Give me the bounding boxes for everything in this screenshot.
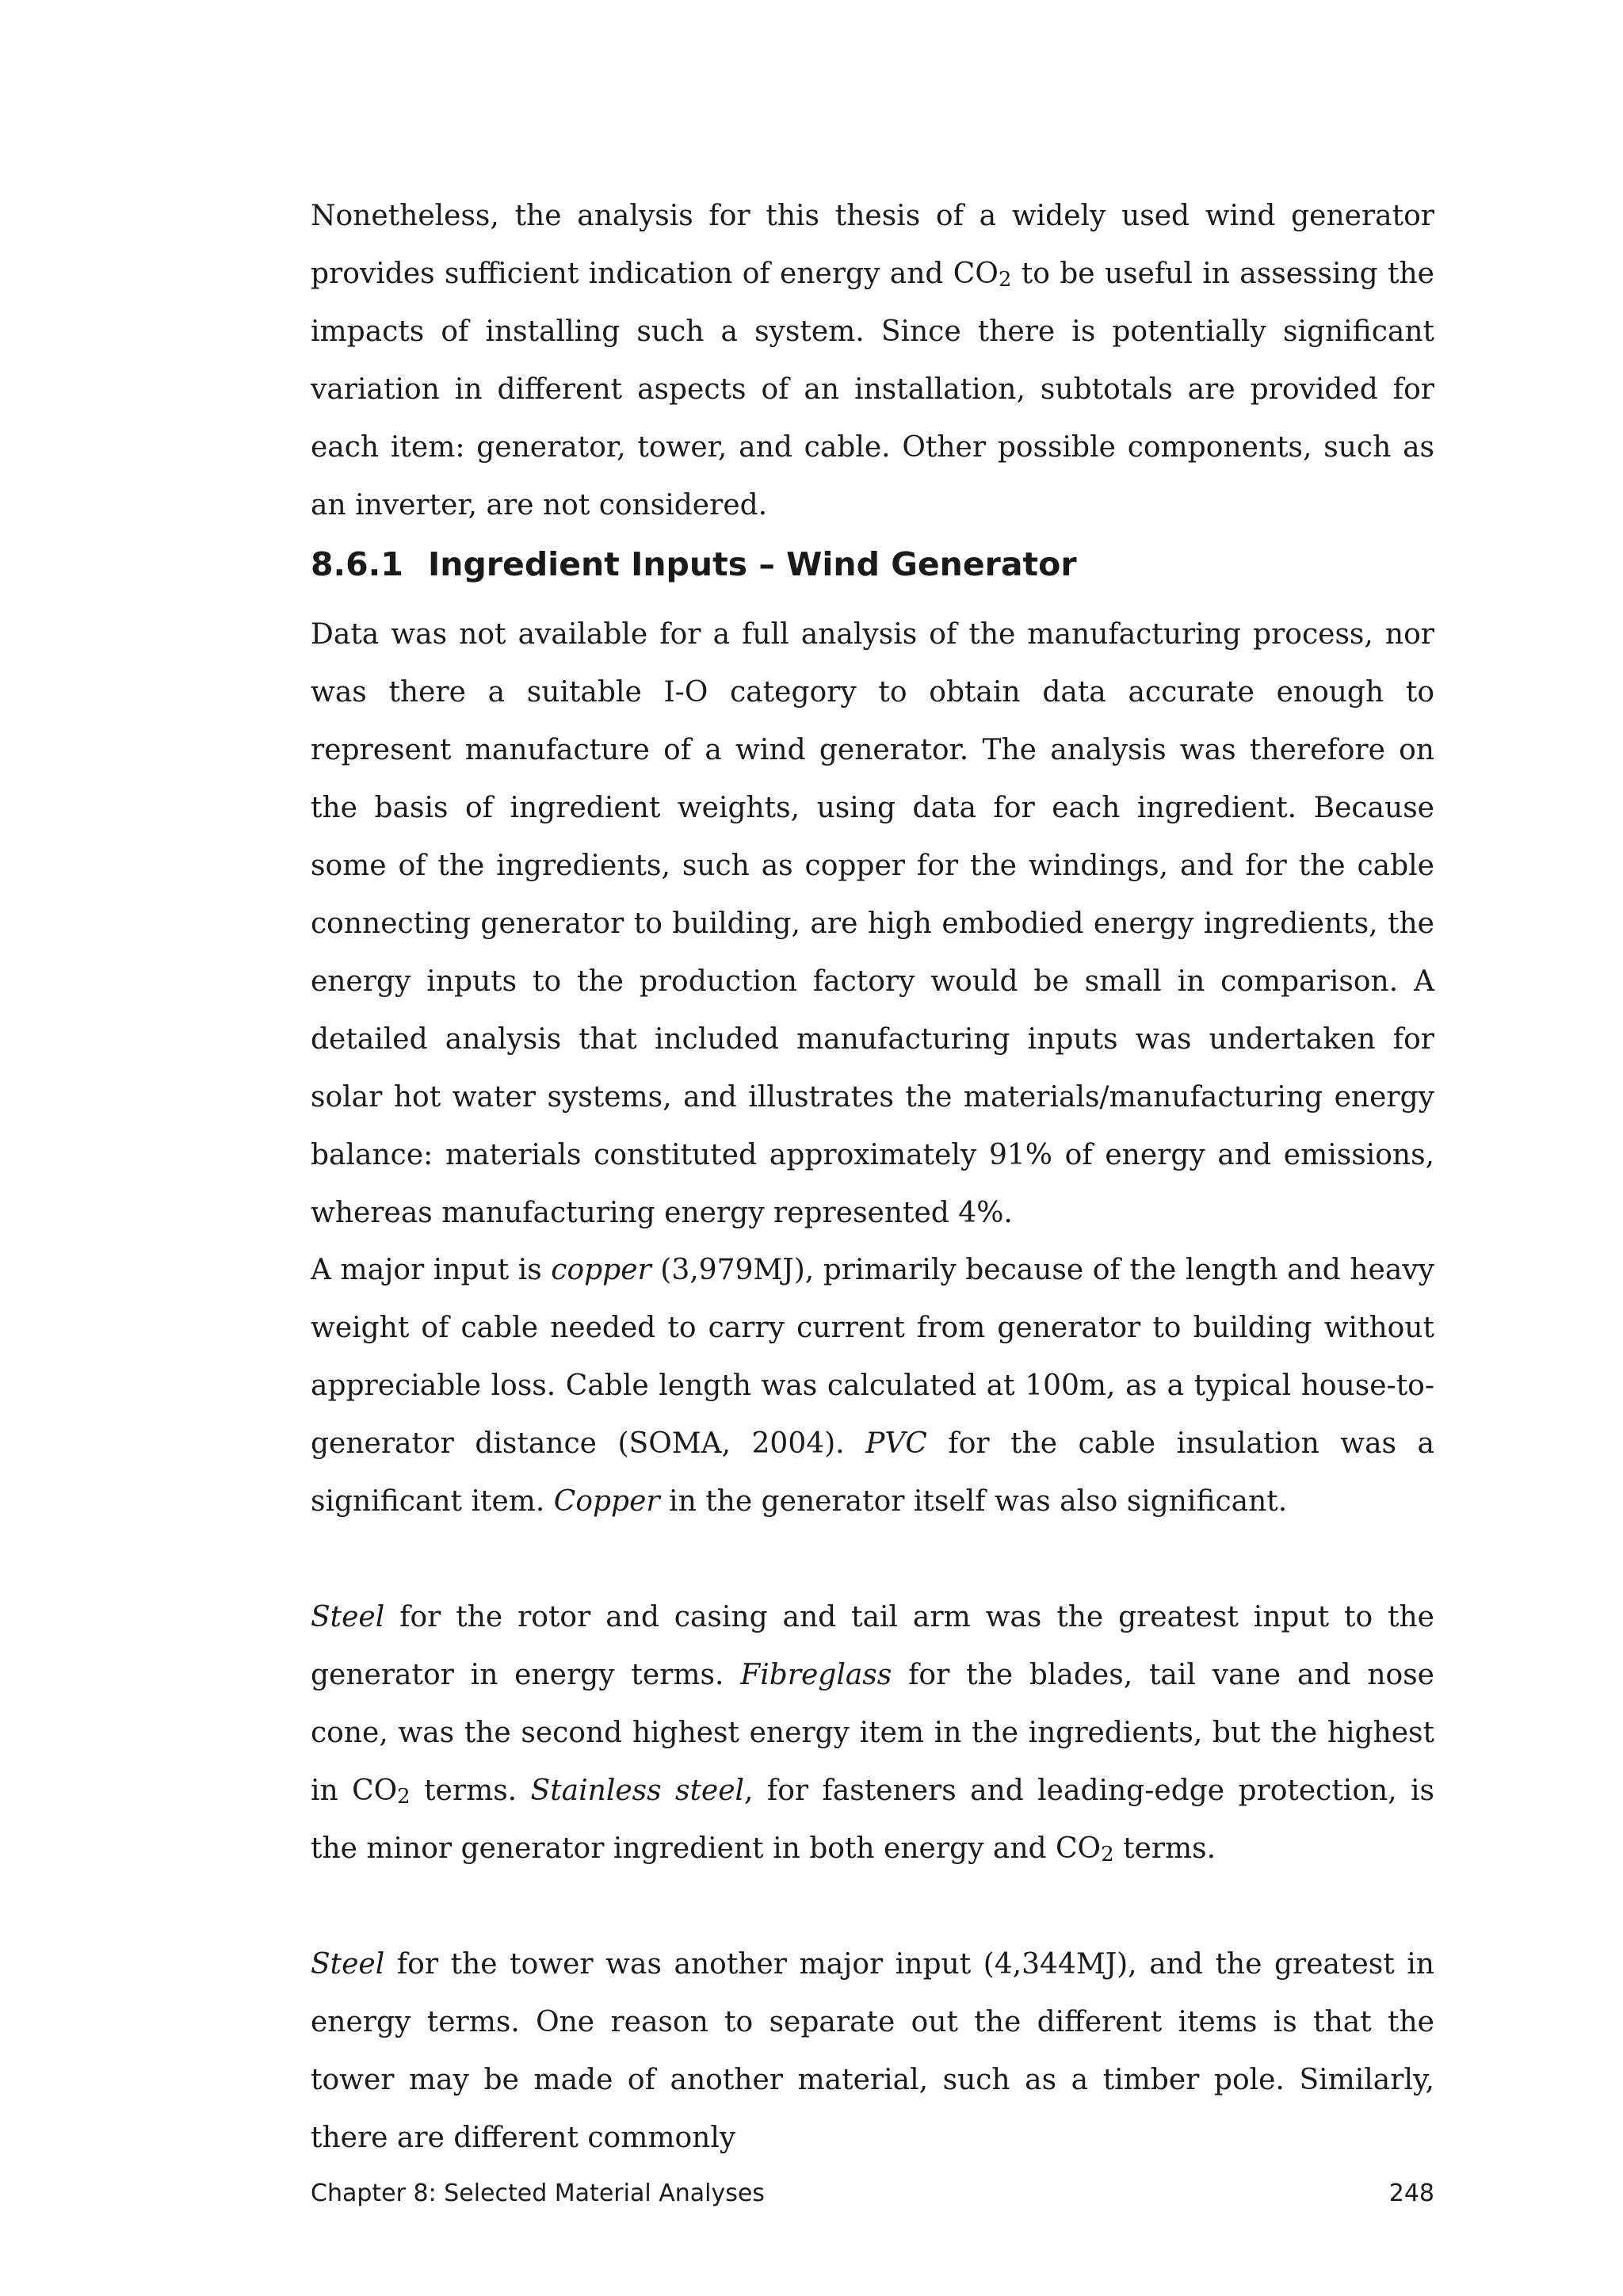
paragraph-data-availability: Data was not available for a full analysis of the manufacturing process, nor was there a suitable I-O category to obtain data accurate enough to represent manufacture of a wind generator. The analysis was therefore on the basis of ingredient weights, using data for each ingredient. Because some of the ingredients, such as copper for the windings, and for the cable connecting generator to building, are high embodied energy ingredients, the energy inputs to the production factory would be small in comparison. A detailed analysis that included manufacturing inputs was undertaken for solar hot water systems, and illustrates the materials/manufacturing energy balance: materials constituted approximately 91% of energy and emissions, whereas manufacturing energy represented 4%. <box>311 618 1434 1229</box>
paragraph-steel-tower: Steel for the tower was another major input (4,344MJ), and the greatest in energy terms. One reason to separate out the different items is that the tower may be made of another material, such as a timber pole. Similarly, there are different commonly <box>311 1948 1434 2154</box>
paragraph-copper: A major input is copper (3,979MJ), primarily because of the length and heavy weight of cable needed to carry current from generator to building without appreciable loss. Cable length was calculated at 100m, as a typical house-to-generator distance (SOMA, 2004). PVC for the cable insulation was a significant item. Copper in the generator itself was also significant. <box>311 1254 1434 1518</box>
paragraph-steel-generator: Steel for the rotor and casing and tail arm was the greatest input to the generator in energy terms. Fibreglass for the blades, tail vane and nose cone, was the second highest energy item in the ingredients, but the highest in $CO_2$ terms. Stainless steel, for fasteners and leading-edge protection, is the minor generator ingredient in both energy and $CO_2$ terms. <box>311 1601 1435 1866</box>
page-footer <box>311 2178 1434 2210</box>
footer-chapter: Chapter 8: Selected Material Analyses <box>311 2179 765 2207</box>
section-heading <box>311 542 1077 586</box>
page-number: 248 <box>1388 2179 1434 2207</box>
section-title: Ingredient Inputs – Wind Generator <box>428 545 1077 583</box>
intro-paragraph: Nonetheless, the analysis for this thesis of a widely used wind generator provides sufficient indication of energy and $CO_2$ to be useful in assessing the impacts of installing such a system. Since there is potentially significant variation in different aspects of an installation, subtotals are provided for each item: generator, tower, and cable. Other possible components, such as an inverter, are not considered. <box>311 200 1434 521</box>
section-number: 8.6.1 <box>311 545 403 583</box>
